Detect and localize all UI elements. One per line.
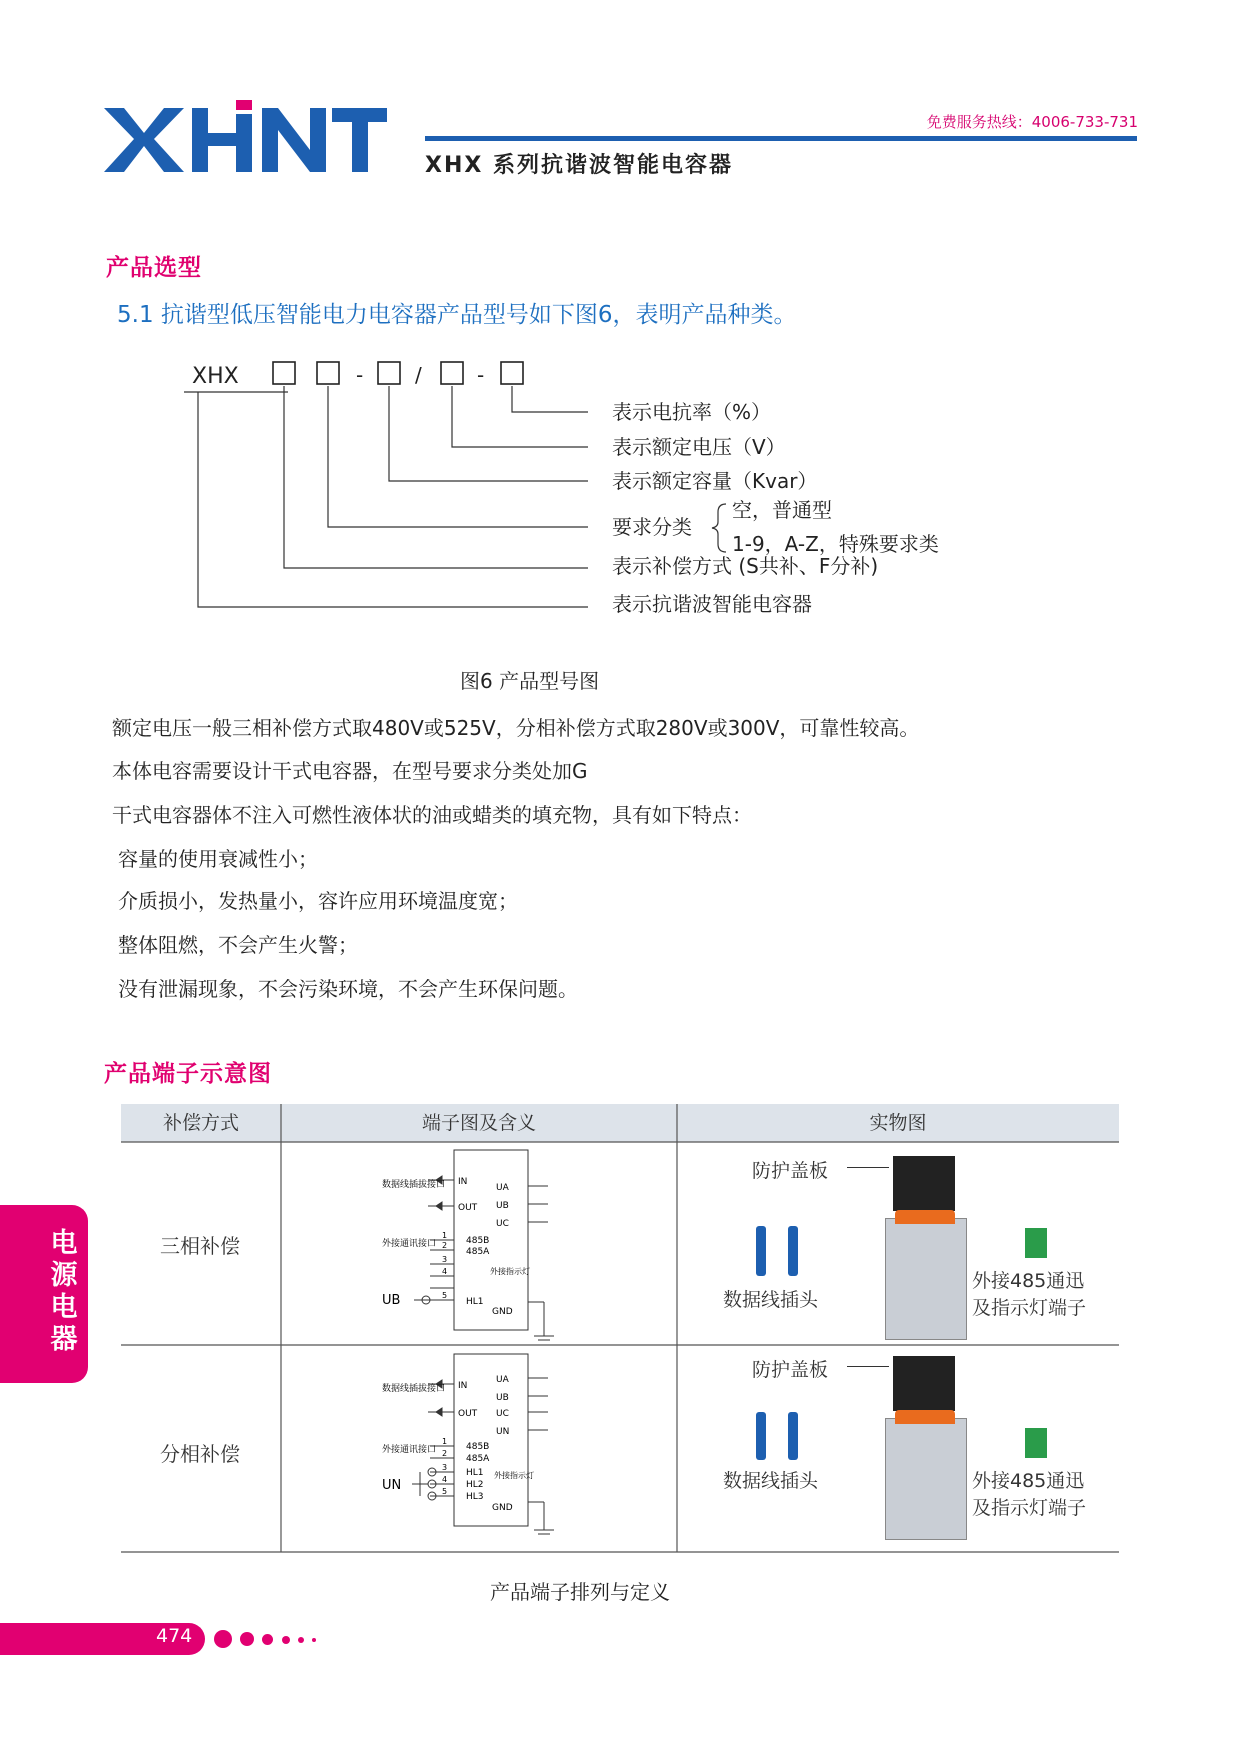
label-product: 表示抗谐波智能电容器 [612,592,812,616]
model-prefix: XHX [192,364,239,389]
document-title: XHX 系列抗谐波智能电容器 [425,153,733,178]
pin-ua: UA [496,1183,509,1193]
decor-dot [214,1630,232,1648]
label-capacity: 表示额定容量（Kvar） [612,469,818,493]
pin-number: 4 [442,1475,448,1484]
terminal-block-image [1025,1228,1047,1258]
header-rule [425,136,1137,141]
pin-un: UN [496,1427,510,1437]
leader-line [847,1167,889,1168]
brand-logo [102,100,387,178]
model-sep-1: - [356,363,364,387]
cover-label: 防护盖板 [752,1359,829,1381]
comm-port-label: 外接通讯接口 [382,1239,437,1249]
bullet-item: 整体阻燃，不会产生火警； [118,933,358,957]
pin-out: OUT [458,1409,478,1419]
data-plug-image [788,1412,798,1460]
protective-cover-image [893,1156,955,1211]
pin-ua: UA [496,1375,509,1385]
label-req-option-1: 空，普通型 [732,498,832,522]
wiring-diagram-three-phase [370,1146,570,1346]
pin-hl2: HL2 [466,1480,484,1490]
section-heading-terminals: 产品端子示意图 [104,1061,272,1087]
device-terminal-block [895,1410,955,1424]
indicator-label: 外接指示灯 [490,1267,530,1276]
pin-in: IN [458,1381,468,1391]
bullet-item: 没有泄漏现象，不会污染环境，不会产生环保问题。 [118,977,578,1001]
pin-number: 2 [442,1241,448,1250]
model-sep-3: - [477,363,485,387]
pin-gnd: GND [492,1503,513,1513]
device-terminal-block [895,1210,955,1224]
data-port-label: 数据线插拔接口 [382,1384,446,1394]
model-sep-2: / [415,363,422,387]
table-header-photo: 实物图 [869,1112,927,1134]
terminal-label-line1: 外接485通迅 [972,1270,1085,1292]
label-voltage: 表示额定电压（V） [612,435,786,459]
label-compensation: 表示补偿方式 (S共补、F分补) [612,554,879,578]
decor-dot [282,1636,290,1644]
label-req-option-2: 1-9，A-Z，特殊要求类 [732,532,939,556]
table-header-wiring: 端子图及含义 [421,1112,536,1134]
pin-hl1: HL1 [466,1468,484,1478]
service-hotline: 免费服务热线：4006-733-731 [926,113,1138,131]
pin-485a: 485A [466,1247,490,1257]
page-number: 474 [156,1625,193,1647]
decor-dot [262,1634,273,1645]
pin-in: IN [458,1177,468,1187]
terminal-label-line2: 及指示灯端子 [972,1497,1087,1519]
pin-gnd: GND [492,1307,513,1317]
model-code-diagram [180,352,1040,622]
data-port-label: 数据线插拔接口 [382,1180,446,1190]
pin-number: 2 [442,1449,448,1458]
category-side-tab-label: 电源电器 [50,1228,78,1355]
pin-485b: 485B [466,1236,490,1246]
side-terminal: UN [382,1478,402,1493]
pin-ub: UB [496,1201,509,1211]
terminal-table-frame [121,1104,1119,1553]
terminal-label-line1: 外接485通迅 [972,1470,1085,1492]
decor-dot [240,1632,254,1646]
pin-out: OUT [458,1203,478,1213]
cover-label: 防护盖板 [752,1160,829,1182]
section-heading-selection: 产品选型 [106,255,202,281]
label-requirement-class: 要求分类 [612,515,692,539]
table-caption: 产品端子排列与定义 [490,1580,670,1604]
data-plug-image [756,1226,766,1276]
pin-ub: UB [496,1393,509,1403]
plug-label: 数据线插头 [723,1289,819,1311]
pin-485b: 485B [466,1442,490,1452]
paragraph: 本体电容需要设计干式电容器，在型号要求分类处加G [112,759,588,783]
decor-dot [298,1637,304,1643]
pin-number: 5 [442,1487,448,1496]
plug-label: 数据线插头 [723,1470,819,1492]
decor-dot [312,1638,316,1642]
label-reactance: 表示电抗率（%） [612,400,772,424]
indicator-label: 外接指示灯 [494,1471,534,1480]
wiring-diagram-split-phase [370,1350,570,1550]
capacitor-device-image [885,1218,967,1340]
paragraph: 干式电容器体不注入可燃性液体状的油或蜡类的填充物，具有如下特点： [112,803,752,827]
pin-485a: 485A [466,1454,490,1464]
pin-number: 3 [442,1463,448,1472]
side-terminal: UB [382,1293,401,1308]
protective-cover-image [893,1356,955,1411]
section-subheading: 5.1 抗谐型低压智能电力电容器产品型号如下图6，表明产品种类。 [117,302,797,328]
pin-number: 3 [442,1255,448,1264]
bullet-item: 介质损小，发热量小，容许应用环境温度宽； [118,889,518,913]
data-plug-image [788,1226,798,1276]
comm-port-label: 外接通讯接口 [382,1445,437,1455]
pin-number: 1 [442,1231,448,1240]
pin-uc: UC [496,1409,509,1419]
pin-hl3: HL3 [466,1492,484,1502]
terminal-label-line2: 及指示灯端子 [972,1297,1087,1319]
paragraph: 额定电压一般三相补偿方式取480V或525V，分相补偿方式取280V或300V，可靠性较高。 [112,716,920,740]
leader-line [847,1366,889,1367]
figure-caption: 图6 产品型号图 [460,669,600,693]
terminal-block-image [1025,1428,1047,1458]
bullet-item: 容量的使用衰减性小； [118,847,318,871]
data-plug-image [756,1412,766,1460]
row-label-three-phase: 三相补偿 [160,1234,240,1258]
pin-hl1: HL1 [466,1297,484,1307]
pin-number: 4 [442,1267,448,1276]
capacitor-device-image [885,1418,967,1540]
pin-number: 1 [442,1437,448,1446]
table-header-mode: 补偿方式 [162,1112,239,1134]
row-label-split-phase: 分相补偿 [160,1442,240,1466]
pin-number: 5 [442,1291,448,1300]
pin-uc: UC [496,1219,509,1229]
